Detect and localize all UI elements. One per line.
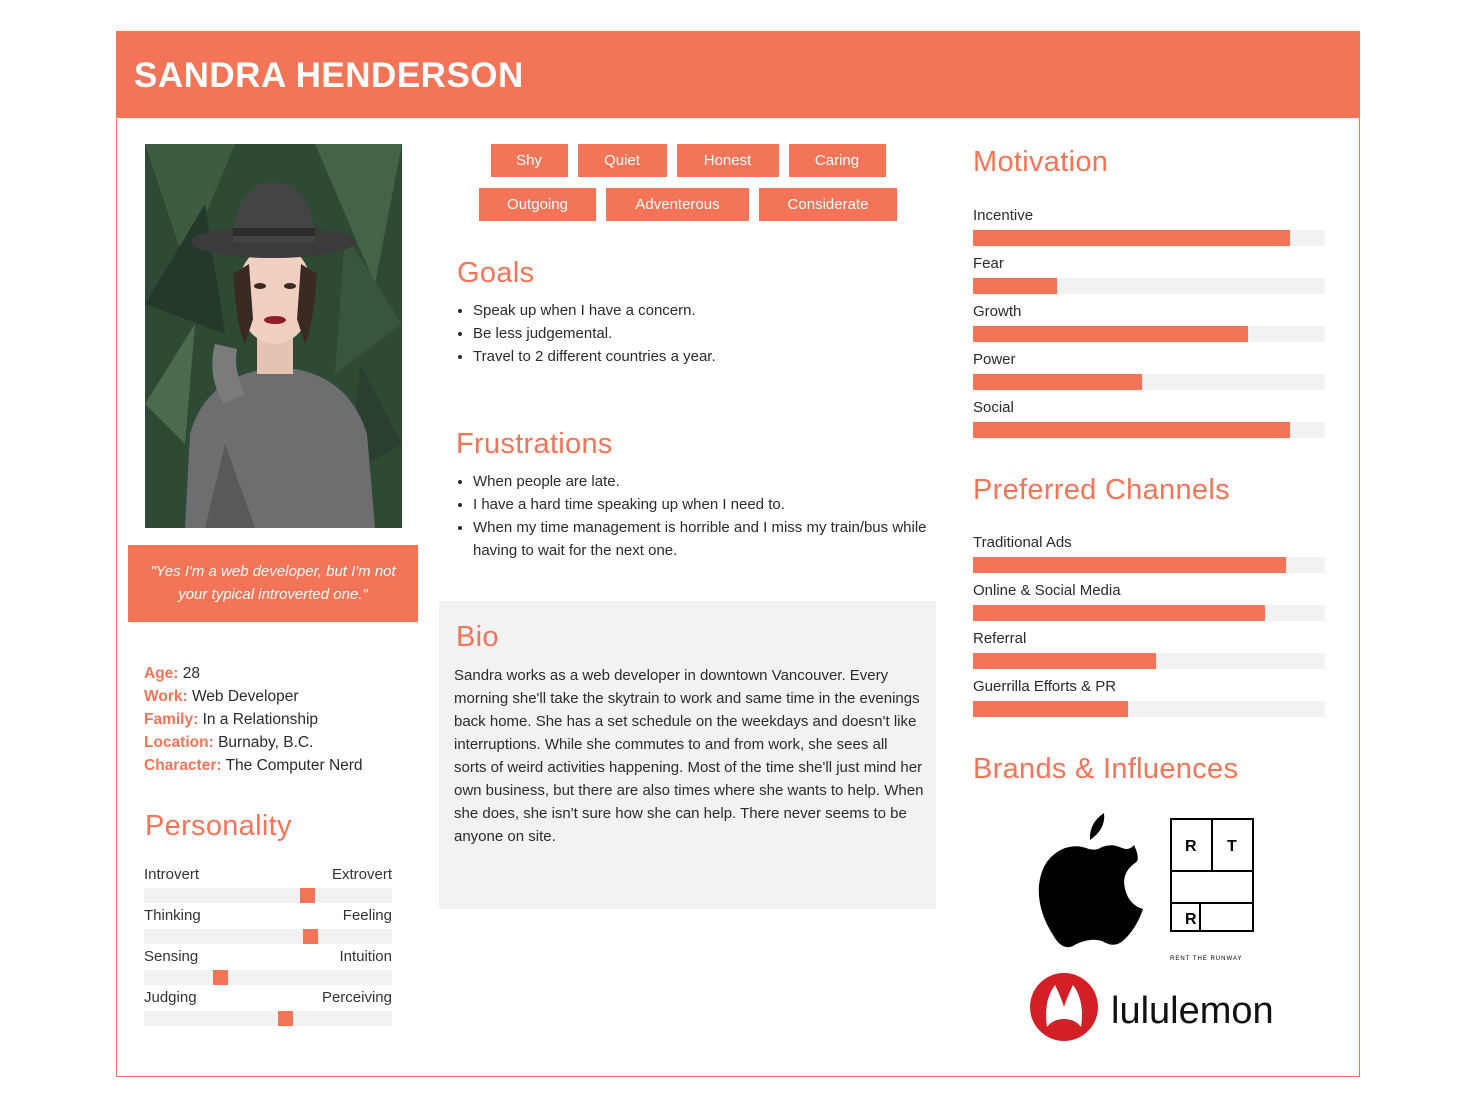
persona-card bbox=[116, 31, 1360, 1077]
motivation-bar bbox=[973, 278, 1057, 294]
motivation-row: Growth bbox=[973, 303, 1325, 351]
goal-item: • Be less judgemental. bbox=[473, 322, 943, 345]
lululemon-wordmark: lululemon bbox=[1111, 990, 1274, 1032]
motivation-bars bbox=[973, 207, 1325, 447]
channels-title: Preferred Channels bbox=[973, 474, 1230, 506]
fact-work: Work: Web Developer bbox=[144, 688, 299, 705]
motivation-bar bbox=[973, 230, 1290, 246]
channel-row: Online & Social Media bbox=[973, 582, 1325, 630]
persona-facts bbox=[144, 662, 363, 777]
motivation-bar bbox=[973, 422, 1290, 438]
bio-panel bbox=[439, 601, 936, 909]
trait-tag: Shy bbox=[491, 144, 568, 177]
trait-tags bbox=[439, 144, 937, 232]
scale-knob bbox=[213, 970, 228, 985]
header-bar bbox=[117, 32, 1359, 118]
fact-location: Location: Burnaby, B.C. bbox=[144, 734, 314, 751]
goals-title: Goals bbox=[457, 257, 535, 289]
lululemon-logo bbox=[1030, 973, 1274, 1041]
brand-logos bbox=[1017, 805, 1307, 1055]
fact-age: Age: 28 bbox=[144, 665, 201, 682]
motivation-row: Power bbox=[973, 351, 1325, 399]
motivation-bar bbox=[973, 374, 1142, 390]
apple-logo-icon bbox=[1039, 813, 1143, 947]
frustrations-list bbox=[455, 470, 943, 562]
fact-family: Family: In a Relationship bbox=[144, 711, 319, 728]
motivation-title: Motivation bbox=[973, 146, 1109, 178]
channel-bar bbox=[973, 557, 1286, 573]
brands-title: Brands & Influences bbox=[973, 753, 1239, 785]
frustration-item: • I have a hard time speaking up when I need to. bbox=[473, 493, 943, 516]
trait-tag: Adventerous bbox=[606, 188, 749, 221]
frustration-item: • When my time management is horrible and I miss my train/bus while having to wait for the next one. bbox=[473, 516, 943, 562]
trait-tag: Caring bbox=[789, 144, 886, 177]
motivation-row: Incentive bbox=[973, 207, 1325, 255]
trait-tag: Considerate bbox=[759, 188, 897, 221]
frustrations-title: Frustrations bbox=[456, 428, 613, 460]
scale-judging-perceiving: Judging Perceiving bbox=[144, 989, 392, 1030]
channel-bar bbox=[973, 605, 1265, 621]
goal-item: • Speak up when I have a concern. bbox=[473, 299, 943, 322]
channel-row: Guerrilla Efforts & PR bbox=[973, 678, 1325, 726]
trait-tag: Honest bbox=[677, 144, 779, 177]
frustration-item: • When people are late. bbox=[473, 470, 943, 493]
persona-photo bbox=[145, 144, 402, 528]
goals-list bbox=[455, 299, 943, 368]
fact-character: Character: The Computer Nerd bbox=[144, 757, 363, 774]
rent-the-runway-logo bbox=[1170, 819, 1253, 962]
personality-scales bbox=[144, 866, 392, 1030]
channel-bar bbox=[973, 653, 1156, 669]
trait-tag: Quiet bbox=[578, 144, 667, 177]
personality-title: Personality bbox=[145, 810, 292, 842]
motivation-row: Fear bbox=[973, 255, 1325, 303]
scale-knob bbox=[300, 888, 315, 903]
persona-quote: "Yes I'm a web developer, but I'm not your typical introverted one." bbox=[128, 545, 418, 622]
channel-row: Referral bbox=[973, 630, 1325, 678]
scale-sensing-intuition: Sensing Intuition bbox=[144, 948, 392, 989]
scale-knob bbox=[303, 929, 318, 944]
goal-item: • Travel to 2 different countries a year. bbox=[473, 345, 943, 368]
bio-title: Bio bbox=[456, 621, 499, 653]
motivation-row: Social bbox=[973, 399, 1325, 447]
rtr-letter: R bbox=[1185, 911, 1197, 928]
scale-knob bbox=[278, 1011, 293, 1026]
channel-row: Traditional Ads bbox=[973, 534, 1325, 582]
persona-name: SANDRA HENDERSON bbox=[134, 56, 524, 95]
motivation-bar bbox=[973, 326, 1248, 342]
trait-tag: Outgoing bbox=[479, 188, 596, 221]
scale-thinking-feeling: Thinking Feeling bbox=[144, 907, 392, 948]
bio-text: Sandra works as a web developer in downtown Vancouver. Every morning she'll take the skytrain to work and same time in the evenings back home. She has a set schedule on the weekdays and doesn't like interruptions. While she commutes to and from work, she sees all sorts of weird activities happening. Most of the time she'll just mind her own business, but there are also times where she wants to help. When she does, she isn't sure how she can help. There never seems to be anyone on site. bbox=[454, 667, 924, 845]
rtr-letter: T bbox=[1227, 838, 1237, 855]
rtr-caption: RENT THE RUNWAY bbox=[1170, 956, 1243, 962]
scale-introvert-extrovert: Introvert Extrovert bbox=[144, 866, 392, 907]
channels-bars bbox=[973, 534, 1325, 726]
rtr-letter: R bbox=[1185, 838, 1197, 855]
channel-bar bbox=[973, 701, 1128, 717]
